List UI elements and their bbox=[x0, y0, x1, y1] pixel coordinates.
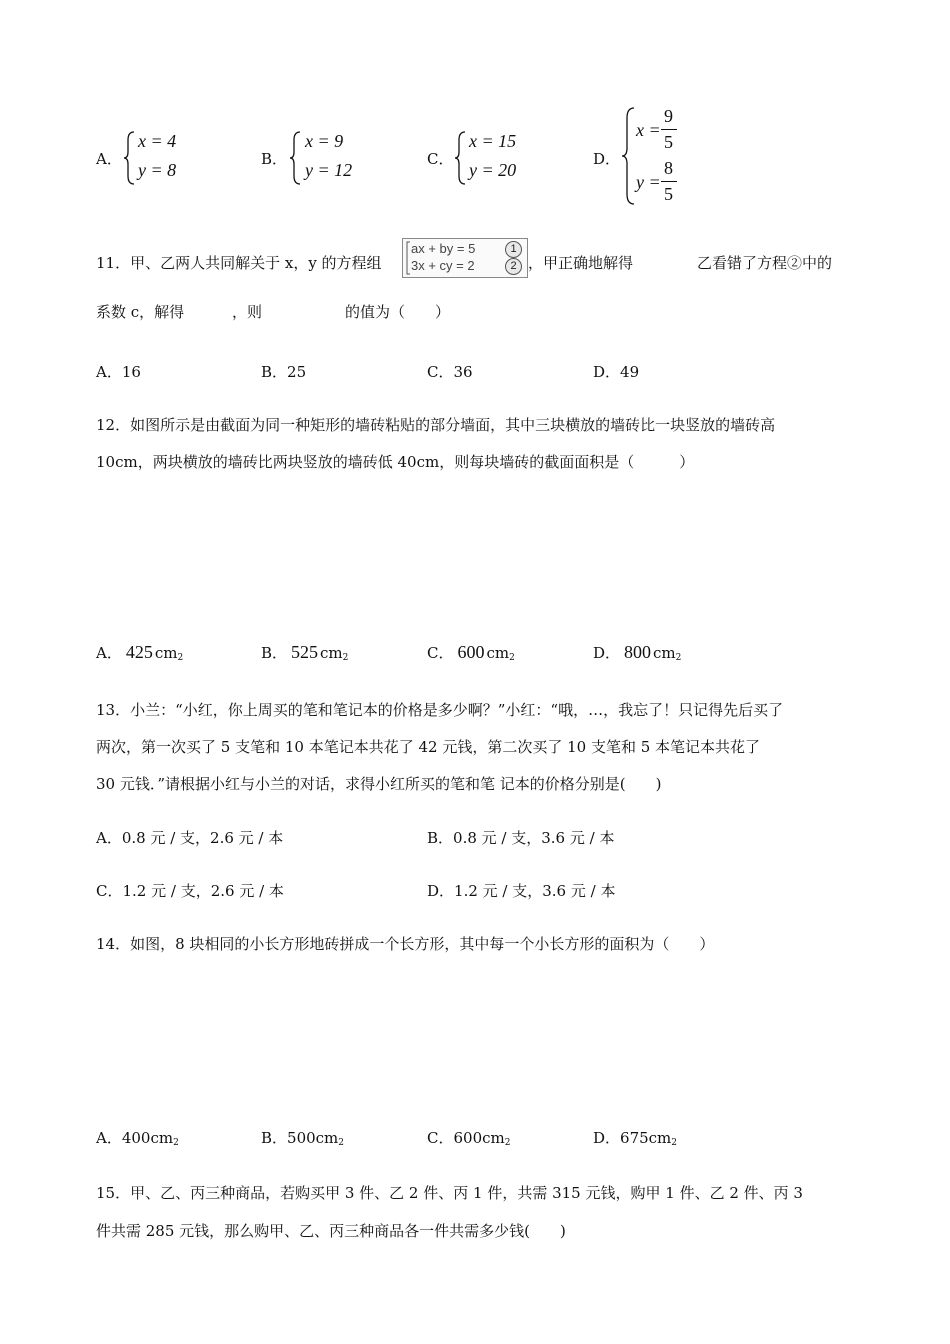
q12-option-d bbox=[593, 642, 681, 663]
option-value: 425 bbox=[125, 642, 153, 662]
option-label: C． bbox=[427, 644, 454, 662]
option-label: A． bbox=[96, 644, 122, 662]
option-label: B． bbox=[261, 150, 288, 168]
q11-text-part5: ，则 bbox=[232, 303, 263, 321]
equation-y: y = 20 bbox=[469, 160, 517, 180]
option-exponent: 2 bbox=[675, 653, 682, 663]
option-text: C．600cm bbox=[427, 1129, 505, 1147]
option-unit: cm bbox=[486, 644, 510, 662]
fraction-denominator: 5 bbox=[664, 184, 673, 204]
option-exponent: 2 bbox=[177, 653, 184, 663]
option-text: D．675cm bbox=[593, 1129, 672, 1147]
q11-text-part3: 乙看错了方程②中的 bbox=[697, 254, 833, 272]
q12-line-1: 12．如图所示是由截面为同一种矩形的墙砖粘贴的部分墙面，其中三块横放的墙砖比一块竖放的墙砖高 bbox=[96, 416, 776, 434]
equation-system-image bbox=[402, 238, 528, 278]
left-brace bbox=[453, 130, 469, 186]
option-exponent: 2 bbox=[671, 1138, 678, 1148]
q15-line-1: 15．甲、乙、丙三种商品，若购买甲 3 件、乙 2 件、丙 1 件，共需 315 元钱，购甲 1 件、乙 2 件、丙 3 bbox=[96, 1184, 803, 1202]
option-label: B． bbox=[261, 644, 288, 662]
q14-option-a bbox=[96, 1127, 179, 1148]
q12-option-a bbox=[96, 642, 183, 663]
q11-text-part4: 系数 c，解得 bbox=[96, 303, 185, 321]
q13-line-1: 13．小兰：“小红，你上周买的笔和笔记本的价格是多少啊？”小红：“哦，…，我忘了！只记得先后买了 bbox=[96, 701, 784, 719]
equation-x-var: x = bbox=[636, 120, 661, 140]
option-unit: cm bbox=[154, 644, 178, 662]
option-value: 600 bbox=[457, 642, 485, 662]
left-brace bbox=[288, 130, 304, 186]
option-text: A．400cm bbox=[96, 1129, 174, 1147]
option-exponent: 2 bbox=[173, 1138, 179, 1148]
equation-x: x = 9 bbox=[305, 131, 344, 151]
fraction-denominator: 5 bbox=[664, 132, 673, 152]
option-value: 525 bbox=[291, 642, 319, 662]
q12-line-2: 10cm，两块横放的墙砖比两块竖放的墙砖低 40cm，则每块墙砖的截面面积是（ ） bbox=[96, 453, 695, 471]
fraction-bar bbox=[661, 181, 677, 182]
q12-option-c bbox=[427, 642, 515, 663]
fraction-bar bbox=[661, 129, 677, 130]
q13-option-d: D．1.2 元 / 支，3.6 元 / 本 bbox=[427, 882, 616, 900]
equation-y: y = 8 bbox=[138, 160, 177, 180]
q11-option-a: A．16 bbox=[96, 363, 141, 381]
option-exponent: 2 bbox=[504, 1138, 511, 1148]
q13-option-a: A．0.8 元 / 支，2.6 元 / 本 bbox=[96, 829, 284, 847]
option-value: 800 bbox=[624, 642, 652, 662]
q13-option-c: C．1.2 元 / 支，2.6 元 / 本 bbox=[96, 882, 284, 900]
option-unit: cm bbox=[653, 644, 676, 662]
equation-y: y = 12 bbox=[305, 160, 353, 180]
circled-number-2: 2 bbox=[505, 258, 522, 275]
q13-line-3: 30 元钱．”请根据小红与小兰的对话，求得小红所买的笔和笔 记本的价格分别是( ) bbox=[96, 775, 662, 793]
q14-option-c bbox=[427, 1127, 510, 1148]
fraction-numerator: 8 bbox=[664, 158, 673, 178]
q13-line-2: 两次，第一次买了 5 支笔和 10 本笔记本共花了 42 元钱，第二次买了 10 支笔和 5 本笔记本共花了 bbox=[96, 738, 761, 756]
equation-x: x = 4 bbox=[138, 131, 177, 151]
q14-option-d bbox=[593, 1127, 677, 1148]
fraction-numerator: 9 bbox=[664, 106, 673, 126]
q11-text-part1: 11．甲、乙两人共同解关于 x，y 的方程组 bbox=[96, 254, 382, 272]
left-brace bbox=[122, 130, 138, 186]
option-label: A． bbox=[96, 150, 122, 168]
option-unit: cm bbox=[320, 644, 343, 662]
equation-1: ax + by = 5 bbox=[411, 241, 476, 256]
q11-option-d: D．49 bbox=[593, 363, 640, 381]
option-label: D． bbox=[593, 150, 621, 168]
equation-x: x = 15 bbox=[469, 131, 517, 151]
q11-text-part2: ，甲正确地解得 bbox=[528, 254, 634, 272]
option-exponent: 2 bbox=[338, 1138, 345, 1148]
q12-option-b bbox=[261, 642, 348, 663]
option-exponent: 2 bbox=[509, 653, 515, 663]
option-label: C． bbox=[427, 150, 454, 168]
q11-text-part6: 的值为（ ） bbox=[345, 303, 451, 321]
q15-line-2: 件共需 285 元钱，那么购甲、乙、丙三种商品各一件共需多少钱( ) bbox=[96, 1222, 566, 1240]
q11-option-c: C．36 bbox=[427, 363, 473, 381]
q11-option-b: B．25 bbox=[261, 363, 307, 381]
q13-option-b: B．0.8 元 / 支，3.6 元 / 本 bbox=[427, 829, 615, 847]
option-label: D． bbox=[593, 644, 621, 662]
option-exponent: 2 bbox=[342, 653, 349, 663]
equation-2: 3x + cy = 2 bbox=[411, 258, 475, 273]
circled-number-1: 1 bbox=[505, 241, 522, 258]
q14-option-b bbox=[261, 1127, 344, 1148]
q14-line-1: 14．如图，8 块相同的小长方形地砖拼成一个长方形，其中每一个小长方形的面积为（ ） bbox=[96, 935, 715, 953]
option-text: B．500cm bbox=[261, 1129, 339, 1147]
equation-y-var: y = bbox=[636, 172, 661, 192]
